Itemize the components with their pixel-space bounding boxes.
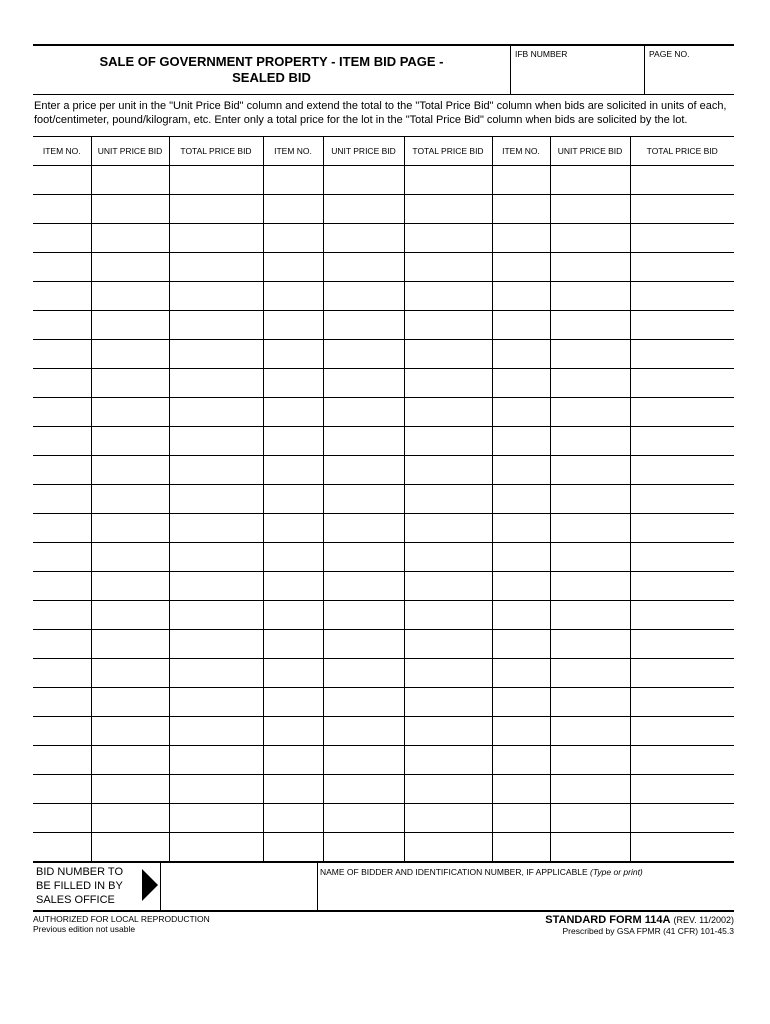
bid-cell[interactable] [91, 253, 169, 282]
page-number-label: PAGE NO. [649, 49, 690, 59]
table-row [33, 833, 734, 863]
authorized-reproduction-text: AUTHORIZED FOR LOCAL REPRODUCTION [33, 914, 210, 924]
bid-cell[interactable] [91, 572, 169, 601]
bid-cell[interactable] [169, 804, 263, 833]
bid-cell[interactable] [169, 688, 263, 717]
table-row [33, 456, 734, 485]
bid-cell[interactable] [33, 311, 91, 340]
bid-cell[interactable] [550, 369, 630, 398]
bid-cell[interactable] [492, 514, 550, 543]
bid-cell[interactable] [404, 311, 492, 340]
bid-cell[interactable] [263, 717, 323, 746]
bid-cell[interactable] [263, 543, 323, 572]
bid-cell[interactable] [550, 253, 630, 282]
bid-cell[interactable] [169, 369, 263, 398]
bid-cell[interactable] [550, 427, 630, 456]
bidder-name-label: NAME OF BIDDER AND IDENTIFICATION NUMBER, IF APPLICABLE [320, 867, 588, 877]
bid-cell[interactable] [263, 224, 323, 253]
bid-cell[interactable] [404, 659, 492, 688]
bid-cell[interactable] [630, 311, 734, 340]
table-row [33, 369, 734, 398]
bid-cell[interactable] [492, 485, 550, 514]
bid-cell[interactable] [323, 398, 404, 427]
bid-cell[interactable] [492, 746, 550, 775]
bid-cell[interactable] [492, 572, 550, 601]
bid-cell[interactable] [263, 195, 323, 224]
prescribed-text: Prescribed by GSA FPMR (41 CFR) 101-45.3 [562, 926, 734, 936]
bid-cell[interactable] [33, 456, 91, 485]
bid-cell[interactable] [33, 804, 91, 833]
bid-cell[interactable] [33, 282, 91, 311]
form-title-line1: SALE OF GOVERNMENT PROPERTY - ITEM BID PAGE - [99, 54, 444, 69]
bid-cell[interactable] [91, 485, 169, 514]
bid-cell[interactable] [33, 224, 91, 253]
bid-cell[interactable] [323, 311, 404, 340]
bid-cell[interactable] [492, 398, 550, 427]
bid-cell[interactable] [492, 688, 550, 717]
bid-cell[interactable] [91, 833, 169, 863]
bid-cell[interactable] [550, 717, 630, 746]
bid-cell[interactable] [169, 427, 263, 456]
table-row [33, 630, 734, 659]
bid-cell[interactable] [263, 369, 323, 398]
column-header: TOTAL PRICE BID [169, 137, 263, 166]
bid-cell[interactable] [323, 659, 404, 688]
bid-cell[interactable] [33, 630, 91, 659]
bid-cell[interactable] [323, 282, 404, 311]
bid-cell[interactable] [492, 543, 550, 572]
bid-cell[interactable] [492, 601, 550, 630]
bid-cell[interactable] [550, 833, 630, 863]
form-title [33, 46, 510, 94]
bid-cell[interactable] [323, 514, 404, 543]
table-row [33, 311, 734, 340]
bid-cell[interactable] [404, 601, 492, 630]
bid-cell[interactable] [492, 253, 550, 282]
page-number-field[interactable] [644, 46, 734, 94]
bid-cell[interactable] [33, 688, 91, 717]
table-row [33, 224, 734, 253]
bid-cell[interactable] [404, 717, 492, 746]
bid-cell[interactable] [263, 166, 323, 195]
bid-cell[interactable] [33, 746, 91, 775]
bid-cell[interactable] [630, 224, 734, 253]
bid-cell[interactable] [169, 746, 263, 775]
bid-cell[interactable] [630, 398, 734, 427]
bid-cell[interactable] [33, 369, 91, 398]
bid-cell[interactable] [169, 543, 263, 572]
table-row [33, 282, 734, 311]
bid-cell[interactable] [492, 659, 550, 688]
bid-cell[interactable] [404, 572, 492, 601]
bid-cell[interactable] [91, 659, 169, 688]
bid-cell[interactable] [630, 485, 734, 514]
bid-cell[interactable] [630, 195, 734, 224]
bid-cell[interactable] [630, 253, 734, 282]
bid-cell[interactable] [550, 485, 630, 514]
bid-cell[interactable] [323, 601, 404, 630]
bid-cell[interactable] [630, 601, 734, 630]
bid-cell[interactable] [169, 282, 263, 311]
bid-cell[interactable] [404, 514, 492, 543]
arrow-right-icon [142, 869, 158, 901]
bid-cell[interactable] [91, 398, 169, 427]
bid-cell[interactable] [630, 282, 734, 311]
column-header: UNIT PRICE BID [550, 137, 630, 166]
bid-cell[interactable] [550, 630, 630, 659]
table-row [33, 398, 734, 427]
bid-cell[interactable] [550, 311, 630, 340]
bid-cell[interactable] [492, 166, 550, 195]
bid-cell[interactable] [550, 340, 630, 369]
bid-cell[interactable] [630, 427, 734, 456]
table-row [33, 514, 734, 543]
bid-cell[interactable] [323, 717, 404, 746]
bid-cell[interactable] [263, 775, 323, 804]
bid-cell[interactable] [404, 166, 492, 195]
bid-number-label [33, 863, 160, 910]
bid-cell[interactable] [169, 717, 263, 746]
bid-cell[interactable] [263, 253, 323, 282]
form-header [33, 44, 734, 94]
bid-cell[interactable] [323, 775, 404, 804]
bid-cell[interactable] [91, 543, 169, 572]
bid-cell[interactable] [550, 572, 630, 601]
table-row [33, 543, 734, 572]
bid-cell[interactable] [33, 775, 91, 804]
bid-cell[interactable] [492, 282, 550, 311]
bid-cell[interactable] [323, 833, 404, 863]
bid-cell[interactable] [630, 369, 734, 398]
bid-cell[interactable] [91, 195, 169, 224]
bid-cell[interactable] [492, 340, 550, 369]
bid-cell[interactable] [550, 804, 630, 833]
bid-cell[interactable] [169, 195, 263, 224]
bid-table [33, 136, 734, 863]
bid-cell[interactable] [91, 311, 169, 340]
bid-cell[interactable] [263, 630, 323, 659]
bid-number-field[interactable] [160, 863, 317, 910]
bid-cell[interactable] [91, 456, 169, 485]
bid-cell[interactable] [263, 456, 323, 485]
bid-cell[interactable] [33, 514, 91, 543]
bid-cell[interactable] [263, 398, 323, 427]
table-row [33, 166, 734, 195]
bid-cell[interactable] [630, 688, 734, 717]
bid-cell[interactable] [33, 659, 91, 688]
column-header: ITEM NO. [492, 137, 550, 166]
bid-cell[interactable] [33, 572, 91, 601]
bid-cell[interactable] [550, 456, 630, 485]
bid-cell[interactable] [630, 659, 734, 688]
column-header: TOTAL PRICE BID [404, 137, 492, 166]
bid-cell[interactable] [404, 195, 492, 224]
bid-cell[interactable] [492, 456, 550, 485]
form-title-line2: SEALED BID [232, 70, 311, 85]
bid-cell[interactable] [630, 340, 734, 369]
bid-cell[interactable] [323, 688, 404, 717]
table-row [33, 775, 734, 804]
bid-cell[interactable] [323, 224, 404, 253]
column-header: UNIT PRICE BID [323, 137, 404, 166]
bid-cell[interactable] [169, 485, 263, 514]
bid-cell[interactable] [404, 340, 492, 369]
bidder-section [33, 863, 734, 910]
bid-cell[interactable] [33, 601, 91, 630]
bid-cell[interactable] [550, 543, 630, 572]
bid-cell[interactable] [404, 427, 492, 456]
bid-cell[interactable] [404, 456, 492, 485]
bid-cell[interactable] [33, 166, 91, 195]
bid-cell[interactable] [492, 195, 550, 224]
bid-cell[interactable] [91, 340, 169, 369]
bid-cell[interactable] [404, 630, 492, 659]
bid-cell[interactable] [323, 485, 404, 514]
bid-cell[interactable] [404, 543, 492, 572]
bid-cell[interactable] [550, 282, 630, 311]
bid-cell[interactable] [404, 224, 492, 253]
bid-cell[interactable] [91, 282, 169, 311]
bid-cell[interactable] [492, 630, 550, 659]
bid-cell[interactable] [263, 427, 323, 456]
bid-cell[interactable] [169, 456, 263, 485]
table-row [33, 659, 734, 688]
bid-cell[interactable] [323, 630, 404, 659]
bid-cell[interactable] [263, 282, 323, 311]
bid-table-header [33, 137, 734, 166]
bid-cell[interactable] [630, 630, 734, 659]
bid-cell[interactable] [263, 601, 323, 630]
bid-cell[interactable] [550, 514, 630, 543]
instructions-text: Enter a price per unit in the "Unit Price Bid" column and extend the total to the "Total Price Bid" column when bids are solicited in units of each, foot/centimeter, pound/kilogram, etc. Enter only a total price for the lot in the "Total Price Bid" column when bids are solicited by the lot. [33, 94, 734, 136]
bid-cell[interactable] [33, 195, 91, 224]
bid-cell[interactable] [263, 746, 323, 775]
bid-cell[interactable] [550, 659, 630, 688]
bid-cell[interactable] [263, 833, 323, 863]
bid-cell[interactable] [91, 630, 169, 659]
bid-cell[interactable] [91, 717, 169, 746]
bid-cell[interactable] [630, 804, 734, 833]
bid-cell[interactable] [169, 514, 263, 543]
bid-number-text: BID NUMBER TO BE FILLED IN BY SALES OFFICE [36, 866, 123, 906]
bid-cell[interactable] [323, 746, 404, 775]
column-header: ITEM NO. [33, 137, 91, 166]
bid-cell[interactable] [630, 833, 734, 863]
bid-cell[interactable] [404, 833, 492, 863]
bid-cell[interactable] [323, 804, 404, 833]
table-row [33, 804, 734, 833]
bid-cell[interactable] [263, 514, 323, 543]
bid-cell[interactable] [169, 601, 263, 630]
bid-cell[interactable] [263, 804, 323, 833]
column-header: ITEM NO. [263, 137, 323, 166]
bid-cell[interactable] [33, 253, 91, 282]
bid-cell[interactable] [323, 195, 404, 224]
bid-cell[interactable] [169, 311, 263, 340]
bid-cell[interactable] [91, 688, 169, 717]
bid-cell[interactable] [323, 427, 404, 456]
table-row [33, 340, 734, 369]
bid-cell[interactable] [323, 572, 404, 601]
bid-cell[interactable] [263, 485, 323, 514]
bid-cell[interactable] [169, 630, 263, 659]
bid-cell[interactable] [169, 833, 263, 863]
bid-cell[interactable] [492, 224, 550, 253]
bid-cell[interactable] [404, 485, 492, 514]
bid-cell[interactable] [630, 717, 734, 746]
bid-cell[interactable] [630, 543, 734, 572]
bid-cell[interactable] [169, 166, 263, 195]
bid-cell[interactable] [404, 804, 492, 833]
table-row [33, 746, 734, 775]
bid-cell[interactable] [263, 688, 323, 717]
bid-cell[interactable] [550, 195, 630, 224]
bid-cell[interactable] [404, 775, 492, 804]
bid-cell[interactable] [630, 456, 734, 485]
bid-cell[interactable] [492, 427, 550, 456]
bid-cell[interactable] [404, 688, 492, 717]
bid-cell[interactable] [404, 746, 492, 775]
bid-cell[interactable] [404, 253, 492, 282]
bid-cell[interactable] [169, 572, 263, 601]
bid-cell[interactable] [33, 340, 91, 369]
bid-cell[interactable] [33, 398, 91, 427]
ifb-number-label: IFB NUMBER [515, 49, 568, 59]
bid-cell[interactable] [169, 398, 263, 427]
item-bid-form [33, 44, 734, 936]
table-row [33, 688, 734, 717]
bidder-name-hint: (Type or print) [590, 867, 643, 877]
bid-cell[interactable] [492, 369, 550, 398]
bid-cell[interactable] [323, 340, 404, 369]
bid-cell[interactable] [550, 688, 630, 717]
table-row [33, 601, 734, 630]
bid-cell[interactable] [550, 746, 630, 775]
bid-cell[interactable] [492, 775, 550, 804]
bid-cell[interactable] [630, 166, 734, 195]
bid-cell[interactable] [263, 340, 323, 369]
bid-cell[interactable] [91, 601, 169, 630]
bid-cell[interactable] [550, 166, 630, 195]
bid-cell[interactable] [323, 456, 404, 485]
bid-cell[interactable] [169, 224, 263, 253]
bid-cell[interactable] [33, 543, 91, 572]
bid-cell[interactable] [630, 775, 734, 804]
table-row [33, 485, 734, 514]
bid-cell[interactable] [630, 514, 734, 543]
bid-cell[interactable] [169, 253, 263, 282]
bid-cell[interactable] [91, 224, 169, 253]
bid-cell[interactable] [550, 224, 630, 253]
bid-cell[interactable] [169, 775, 263, 804]
bid-cell[interactable] [630, 746, 734, 775]
bid-cell[interactable] [323, 369, 404, 398]
table-row [33, 572, 734, 601]
bid-cell[interactable] [323, 253, 404, 282]
bid-cell[interactable] [169, 659, 263, 688]
bid-cell[interactable] [550, 398, 630, 427]
bid-cell[interactable] [91, 514, 169, 543]
table-row [33, 717, 734, 746]
ifb-number-field[interactable] [510, 46, 644, 94]
bid-cell[interactable] [492, 804, 550, 833]
bid-cell[interactable] [91, 804, 169, 833]
bid-cell[interactable] [323, 166, 404, 195]
bid-cell[interactable] [550, 601, 630, 630]
bid-cell[interactable] [404, 282, 492, 311]
bid-cell[interactable] [550, 775, 630, 804]
form-name: STANDARD FORM 114A [545, 914, 671, 926]
table-row [33, 427, 734, 456]
column-header: UNIT PRICE BID [91, 137, 169, 166]
form-footer [33, 910, 734, 936]
bid-cell[interactable] [91, 369, 169, 398]
bid-cell[interactable] [492, 717, 550, 746]
bid-cell[interactable] [91, 746, 169, 775]
bid-cell[interactable] [404, 369, 492, 398]
bid-cell[interactable] [33, 717, 91, 746]
bid-cell[interactable] [263, 311, 323, 340]
bid-cell[interactable] [91, 427, 169, 456]
table-row [33, 195, 734, 224]
previous-edition-text: Previous edition not usable [33, 924, 136, 934]
column-header: TOTAL PRICE BID [630, 137, 734, 166]
bid-cell[interactable] [492, 833, 550, 863]
bid-cell[interactable] [169, 340, 263, 369]
bid-cell[interactable] [492, 311, 550, 340]
bid-cell[interactable] [263, 572, 323, 601]
bid-cell[interactable] [33, 485, 91, 514]
bid-cell[interactable] [91, 166, 169, 195]
bid-cell[interactable] [630, 572, 734, 601]
bid-cell[interactable] [404, 398, 492, 427]
form-revision: (REV. 11/2002) [673, 915, 734, 925]
bid-cell[interactable] [33, 833, 91, 863]
bid-cell[interactable] [263, 659, 323, 688]
bid-cell[interactable] [323, 543, 404, 572]
bid-cell[interactable] [33, 427, 91, 456]
table-row [33, 253, 734, 282]
bid-cell[interactable] [91, 775, 169, 804]
bidder-name-field[interactable] [317, 863, 734, 910]
